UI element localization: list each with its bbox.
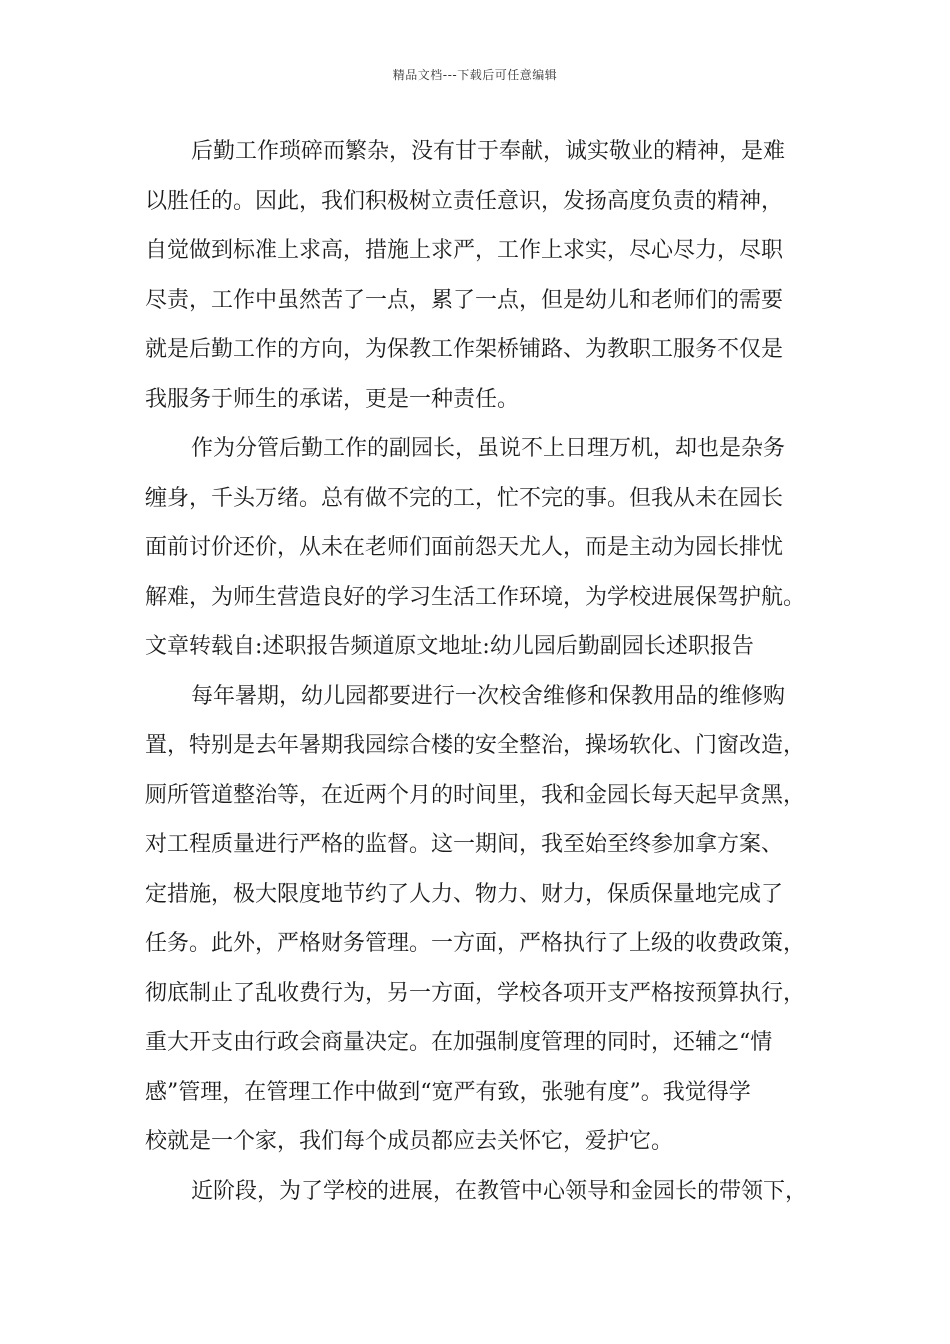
p3-line-4: 对工程质量进行严格的监督。这一期间，我至始至终参加拿方案、: [145, 832, 784, 857]
p2-line-2: 缠身，千头万绪。总有做不完的工，忙不完的事。但我从未在园长: [145, 485, 784, 511]
p1-line-4: 尽责，工作中虽然苦了一点，累了一点，但是幼儿和老师们的需要: [145, 287, 784, 313]
p1-line-3: 自觉做到标准上求高，措施上求严，工作上求实，尽心尽力，尽职: [145, 238, 784, 263]
p3-line-9: 感”管理，在管理工作中做到“宽严有致，张驰有度”。我觉得学: [145, 1079, 751, 1105]
p3-line-10: 校就是一个家，我们每个成员都应去关怀它，爱护它。: [145, 1129, 674, 1154]
p2-line-4: 解难，为师生营造良好的学习生活工作环境，为学校进展保驾护航。: [145, 584, 806, 610]
p3-line-7: 彻底制止了乱收费行为，另一方面，学校各项开支严格按预算执行，: [145, 980, 806, 1006]
p3-line-5: 定措施，极大限度地节约了人力、物力、财力，保质保量地完成了: [145, 881, 784, 907]
page-header: 精品文档---下载后可任意编辑: [392, 68, 558, 82]
p3-line-8: 重大开支由行政会商量决定。在加强制度管理的同时，还辅之“情: [145, 1030, 773, 1055]
p3-line-2: 置，特别是去年暑期我园综合楼的安全整治，操场软化、门窗改造，: [145, 733, 806, 758]
p3-line-1: 每年暑期，幼儿园都要进行一次校舍维修和保教用品的维修购: [191, 683, 786, 709]
p1-line-6: 我服务于师生的承诺，更是一种责任。: [145, 386, 520, 412]
p1-line-2: 以胜任的。因此，我们积极树立责任意识，发扬高度负责的精神，: [145, 188, 784, 214]
p2-line-1: 作为分管后勤工作的副园长，虽说不上日理万机，却也是杂务: [191, 436, 786, 461]
p2-line-5: 文章转载自:述职报告频道原文地址:幼儿园后勤副园长述职报告: [145, 634, 754, 659]
p3-line-3: 厕所管道整治等，在近两个月的时间里，我和金园长每天起早贪黑，: [145, 782, 806, 808]
p2-line-3: 面前讨价还价，从未在老师们面前怨天尤人，而是主动为园长排忧: [145, 535, 784, 560]
p1-line-5: 就是后勤工作的方向，为保教工作架桥铺路、为教职工服务不仅是: [145, 337, 784, 362]
p1-line-1: 后勤工作琐碎而繁杂，没有甘于奉献，诚实敬业的精神，是难: [191, 139, 786, 164]
p4-line-1: 近阶段，为了学校的进展，在教管中心领导和金园长的带领下，: [191, 1178, 808, 1204]
document-body: [145, 130, 825, 1219]
p3-line-6: 任务。此外，严格财务管理。一方面，严格执行了上级的收费政策，: [145, 931, 806, 956]
